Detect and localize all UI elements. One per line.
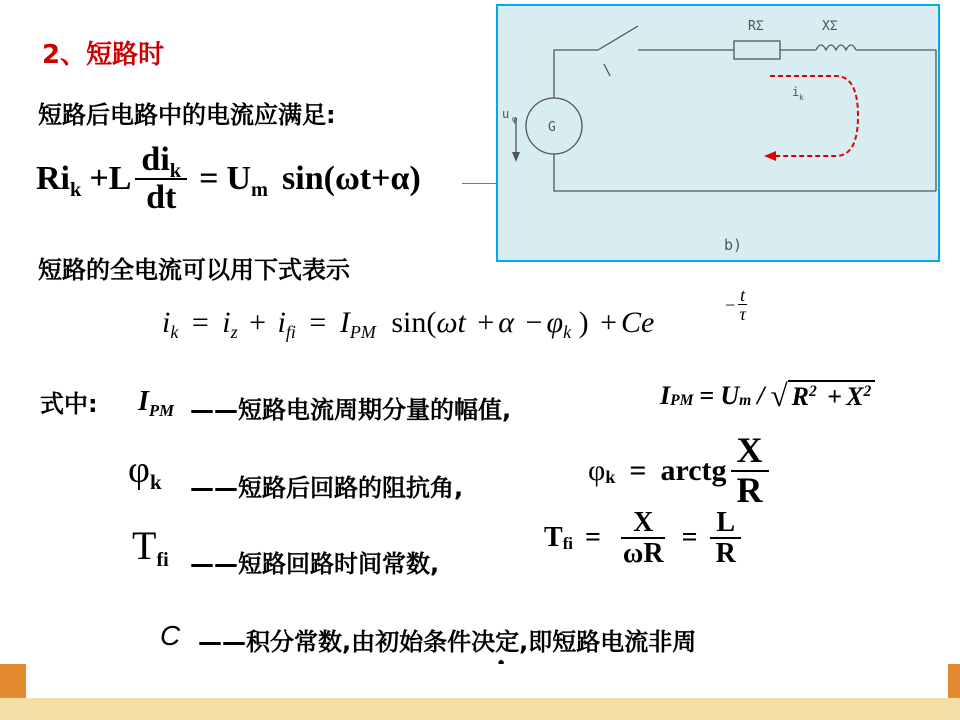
tfi-symbol: Tfi	[132, 523, 169, 571]
voltage-arrowhead	[512, 152, 520, 162]
eq1-equals: =	[199, 159, 219, 197]
c-symbol: C	[160, 620, 181, 651]
left-top-wire	[554, 50, 598, 98]
full-current-text: 短路的全电流可以用下式表示	[38, 256, 350, 284]
phik-formula: φ k = arctg $\frac{X}{R}$	[588, 432, 773, 510]
ipm-description: ——短路电流周期分量的幅值,	[190, 396, 512, 424]
bottom-wire	[554, 154, 936, 191]
circuit-svg	[498, 6, 938, 260]
eq1-plus-L: +L	[89, 159, 132, 197]
phik-symbol: φk	[128, 449, 162, 495]
switch-contact	[604, 64, 610, 76]
eq2-exponent: − $\frac{t}{\tau}$	[724, 285, 746, 324]
phik-description: ——短路后回路的阻抗角,	[190, 474, 464, 502]
label-u: u	[502, 107, 510, 121]
label-phi: φ	[512, 115, 518, 125]
where-label: 式中:	[40, 390, 98, 418]
tfi-description: ——短路回路时间常数,	[190, 550, 440, 578]
c-description-line1: ——积分常数,由初始条件决定,即短路电流非周	[198, 628, 697, 656]
current-arc	[770, 76, 858, 156]
label-k: k	[799, 93, 804, 102]
switch-arm	[598, 26, 638, 50]
circuit-diagram	[496, 4, 940, 262]
inductor	[816, 45, 856, 50]
tfi-formula: T fi = $\frac{X}{\omega R}$ = $\frac{L}{R}$	[544, 508, 746, 569]
intro-text: 短路后电路中的电流应满足:	[38, 101, 336, 129]
ipm-symbol: $I_{PM}$	[138, 386, 175, 420]
connector-line	[462, 183, 496, 184]
resistor	[734, 41, 780, 59]
section-title: 2、短路时	[42, 40, 165, 70]
eq1-fraction: $\frac{di_k}{dt}$	[135, 142, 187, 215]
label-x: XΣ	[822, 19, 838, 34]
ipm-formula: I PM = U m / √ $R^2 + X^2$	[660, 378, 875, 414]
eq1-Ri: $Ri_k$	[36, 159, 82, 201]
footer-strip	[0, 698, 960, 720]
equation-voltage	[36, 142, 421, 215]
eq1-rhs: sin(ωt+α)	[282, 159, 421, 197]
label-r: RΣ	[748, 19, 764, 34]
current-arrowhead	[764, 151, 776, 161]
eq1-Um: $U_m$	[226, 159, 269, 201]
label-g: G	[548, 120, 556, 135]
footer-panel	[26, 664, 948, 698]
label-b: b)	[724, 236, 743, 254]
equation-full-current: $i_k = i_z + i_{fi} = I_{PM}$ $\sin(\omega t + \alpha - \varphi_k$ ) + Ce	[162, 306, 655, 343]
label-i: i	[792, 85, 800, 99]
